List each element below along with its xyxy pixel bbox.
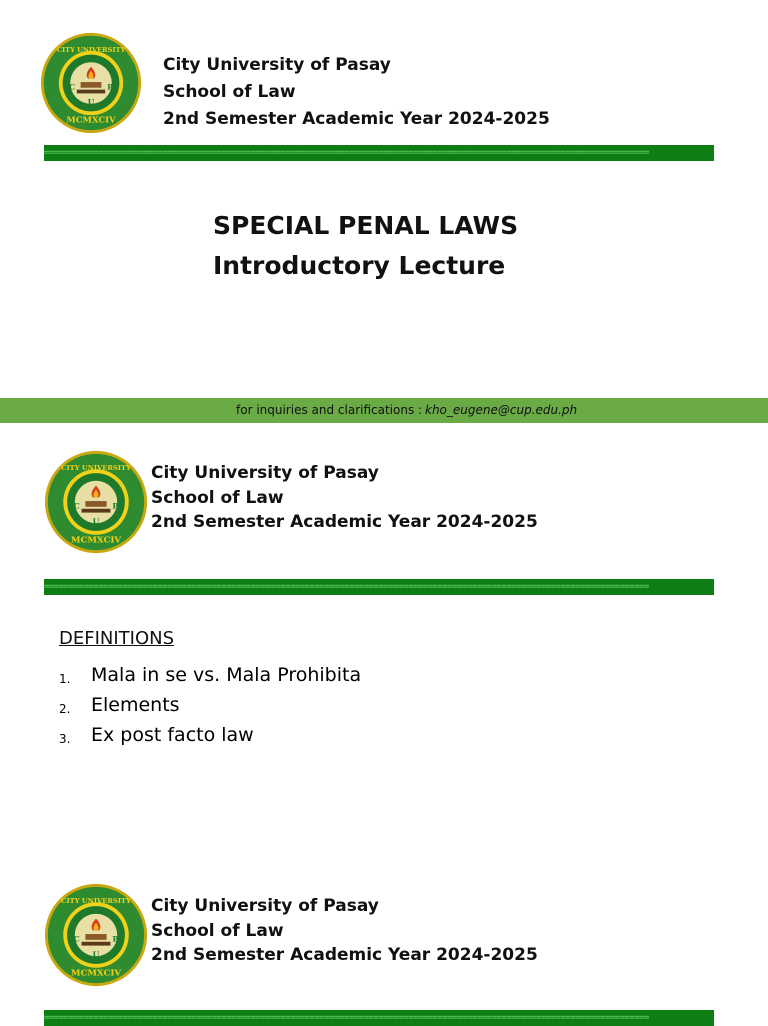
semester-label: 2nd Semester Academic Year 2024-2025 — [151, 512, 538, 532]
list-text: Elements — [91, 694, 180, 716]
school-name: School of Law — [163, 82, 296, 102]
list-text: Mala in se vs. Mala Prohibita — [91, 664, 362, 686]
header-block — [151, 461, 538, 535]
school-name: School of Law — [151, 487, 284, 508]
course-title: SPECIAL PENAL LAWS — [213, 211, 519, 240]
list-number: 2. — [59, 702, 71, 716]
footer-label: for inquiries and clarifications : — [236, 403, 423, 417]
contact-email: kho_eugene@cup.edu.ph — [425, 403, 578, 417]
university-name: City University of Pasay — [151, 463, 379, 483]
green-divider-bar: =========================================================================================================================== — [44, 145, 714, 161]
definitions-heading: DEFINITIONS — [59, 628, 175, 649]
green-divider-bar: =========================================================================================================================== — [44, 1010, 714, 1026]
header-block — [151, 894, 538, 968]
lecture-title: Introductory Lecture — [213, 251, 506, 280]
semester-label: 2nd Semester Academic Year 2024-2025 — [163, 109, 550, 129]
footer-band — [0, 398, 768, 423]
list-text: Ex post facto law — [91, 724, 254, 746]
slide-title — [213, 206, 518, 286]
semester-label: 2nd Semester Academic Year 2024-2025 — [151, 945, 538, 965]
university-name: City University of Pasay — [151, 896, 379, 916]
university-seal-logo — [42, 882, 150, 988]
header-block — [163, 52, 550, 133]
university-name: City University of Pasay — [163, 55, 391, 75]
list-number: 1. — [59, 672, 71, 686]
university-seal-logo — [37, 31, 145, 135]
green-divider-bar: =========================================================================================================================== — [44, 579, 714, 595]
university-seal-logo — [42, 449, 150, 555]
school-name: School of Law — [151, 920, 284, 941]
list-number: 3. — [59, 732, 71, 746]
